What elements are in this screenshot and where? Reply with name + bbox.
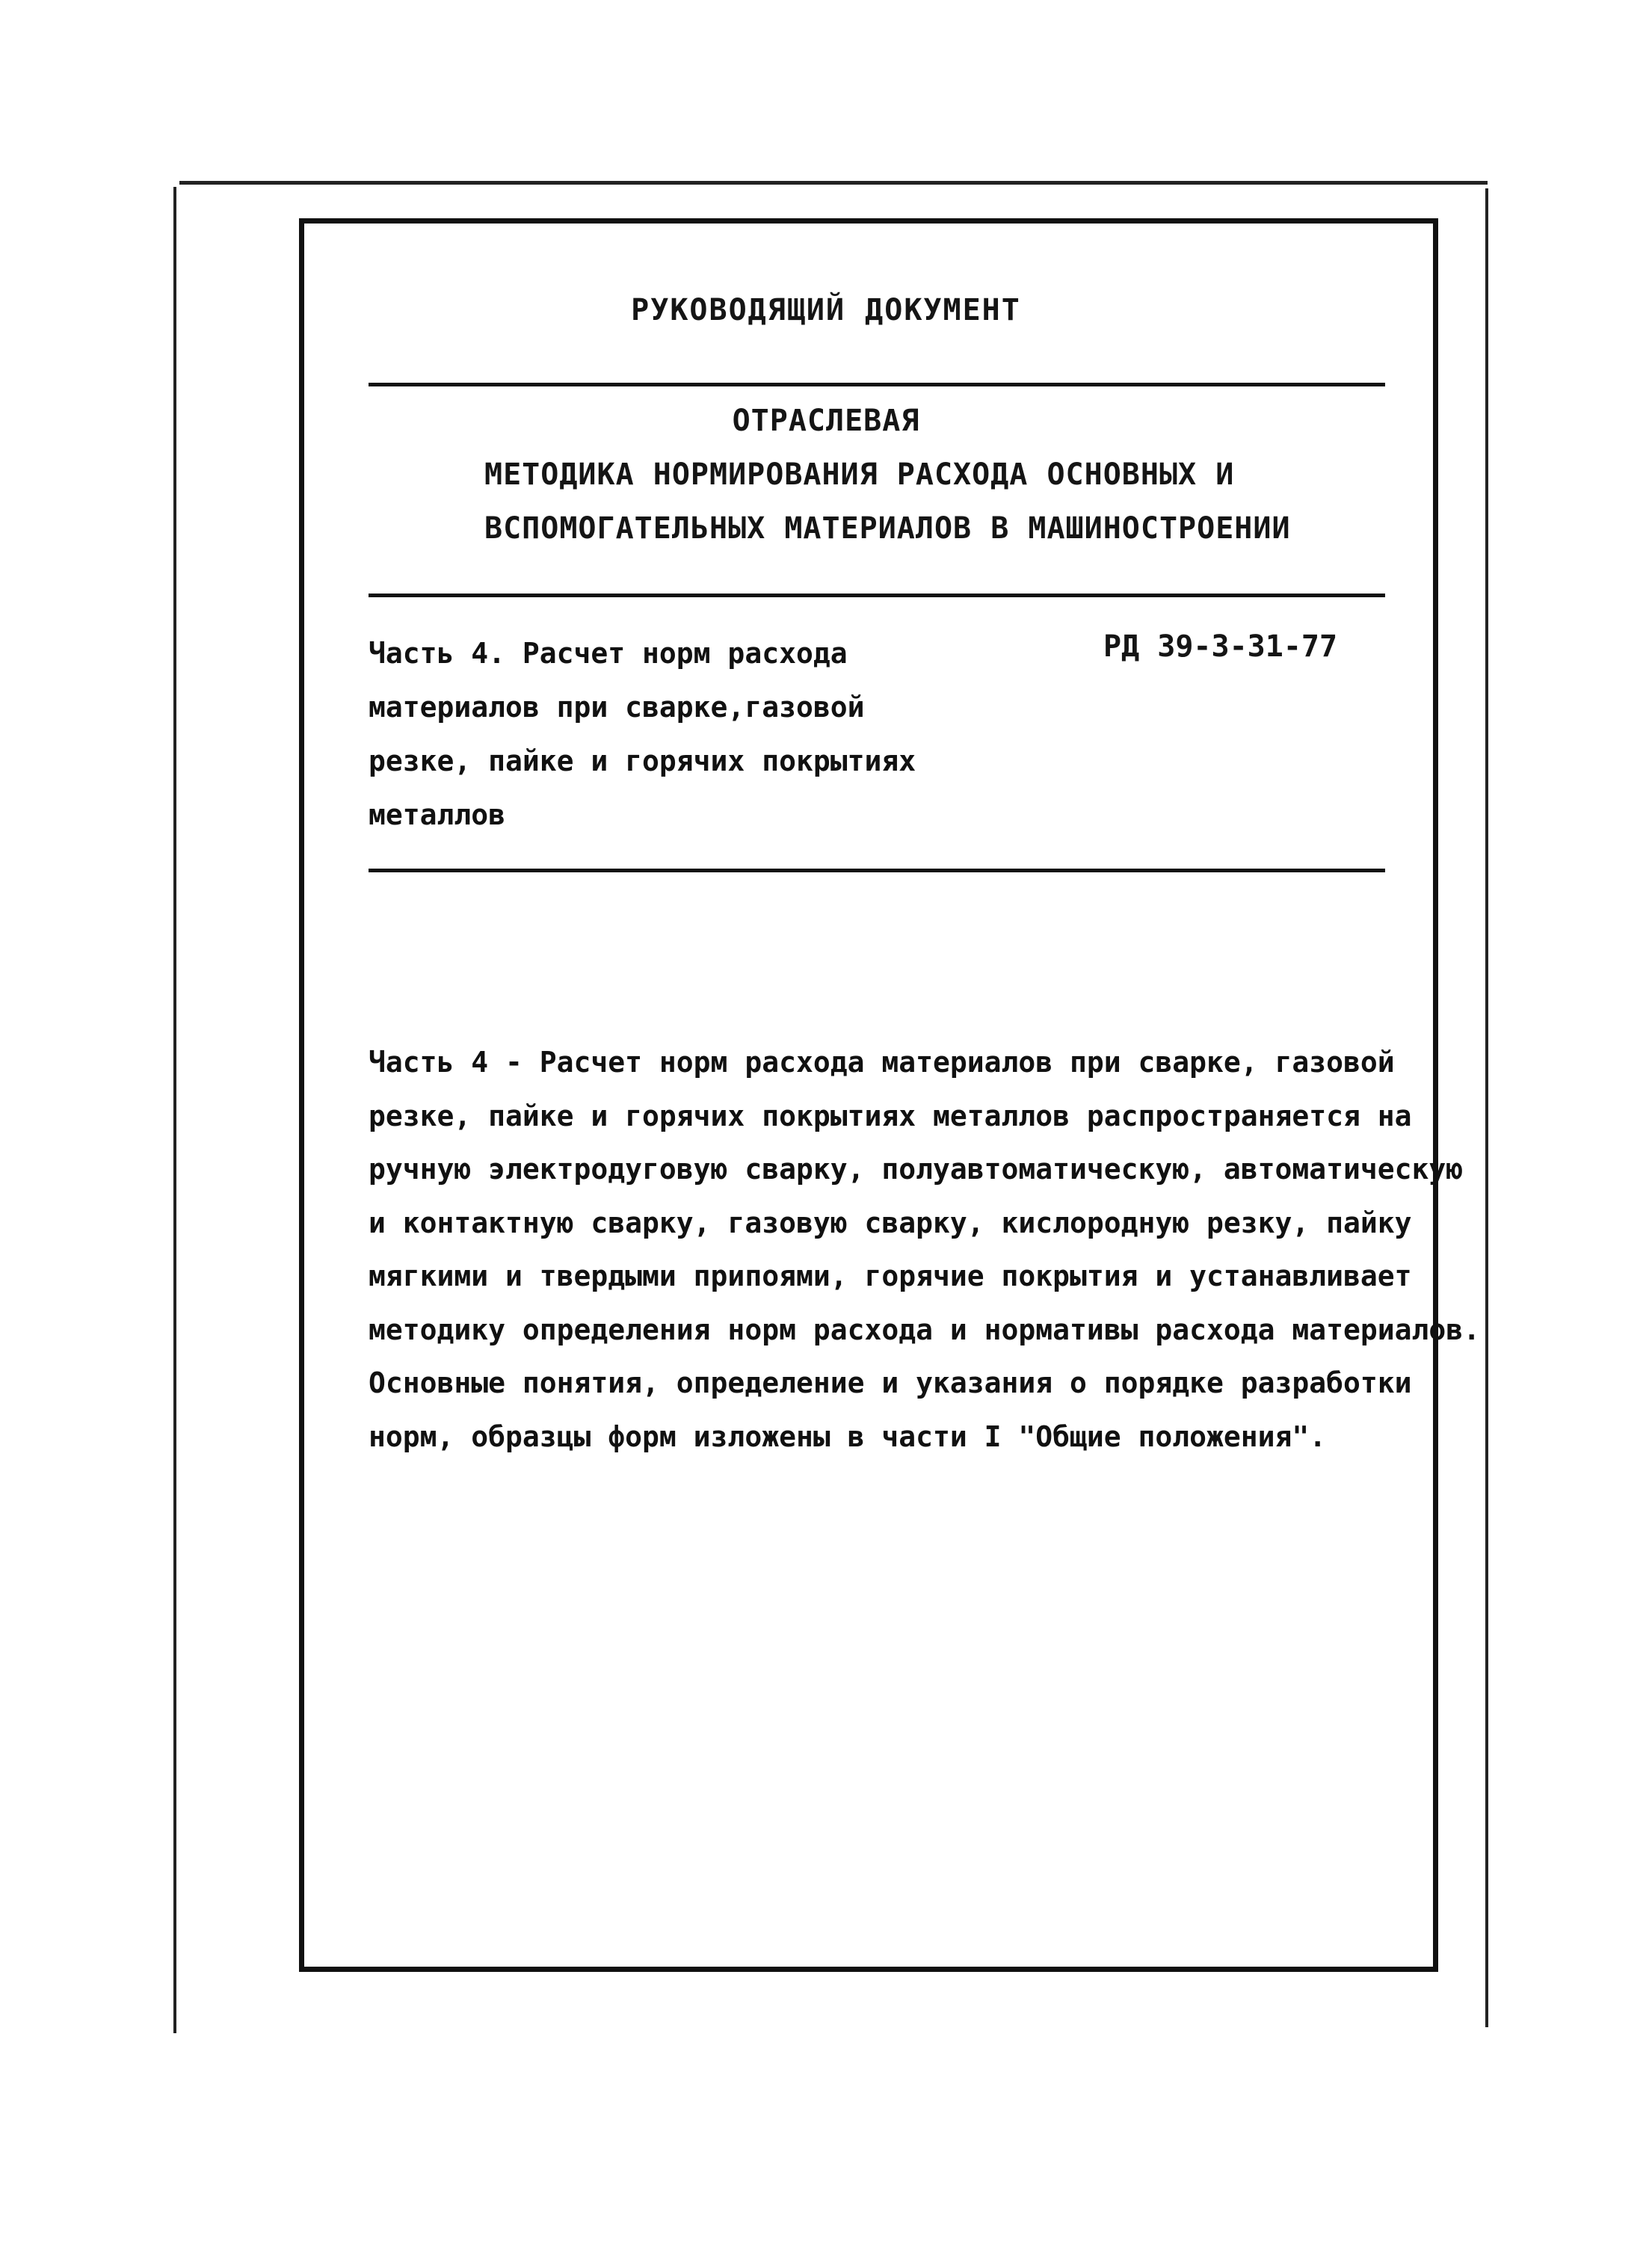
body-line: ручную электродуговую сварку, полуавтоматическую, автоматическую (369, 1153, 1464, 1186)
divider-top (369, 383, 1385, 386)
body-line: Часть 4 - Расчет норм расхода материалов при сварке, газовой (369, 1046, 1395, 1079)
body-line: Основные понятия, определение и указания о порядке разработки (369, 1366, 1412, 1399)
divider-bottom (369, 869, 1385, 872)
part-line: металлов (369, 798, 506, 831)
subtitle-line-3: ВСПОМОГАТЕЛЬНЫХ МАТЕРИАЛОВ В МАШИНОСТРОЕНИИ (484, 511, 1291, 546)
part-heading (369, 626, 981, 842)
body-line: резке, пайке и горячих покрытиях металлов распространяется на (369, 1099, 1412, 1132)
scan-edge-top (179, 181, 1488, 185)
divider-middle (369, 594, 1385, 597)
body-paragraph (369, 1036, 1481, 1464)
body-line: и контактную сварку, газовую сварку, кислородную резку, пайку (369, 1206, 1412, 1239)
body-line: мягкими и твердыми припоями, горячие покрытия и устанавливает (369, 1260, 1412, 1292)
document-title: РУКОВОДЯЩИЙ ДОКУМЕНТ (631, 293, 1021, 327)
part-line: Часть 4. Расчет норм расхода (369, 637, 848, 670)
part-line: материалов при сварке,газовой (369, 691, 865, 724)
subtitle-line-1: ОТРАСЛЕВАЯ (732, 404, 920, 438)
scan-edge-right (1485, 188, 1488, 2027)
body-line: норм, образцы форм изложены в части I "Общие положения". (369, 1419, 1327, 1453)
subtitle-line-2: МЕТОДИКА НОРМИРОВАНИЯ РАСХОДА ОСНОВНЫХ И (484, 457, 1235, 492)
part-line: резке, пайке и горячих покрытиях (369, 745, 916, 777)
body-line: методику определения норм расхода и нормативы расхода материалов. (369, 1313, 1481, 1346)
document-code: РД 39-3-31-77 (1103, 629, 1338, 664)
scan-edge-left (173, 187, 176, 2033)
